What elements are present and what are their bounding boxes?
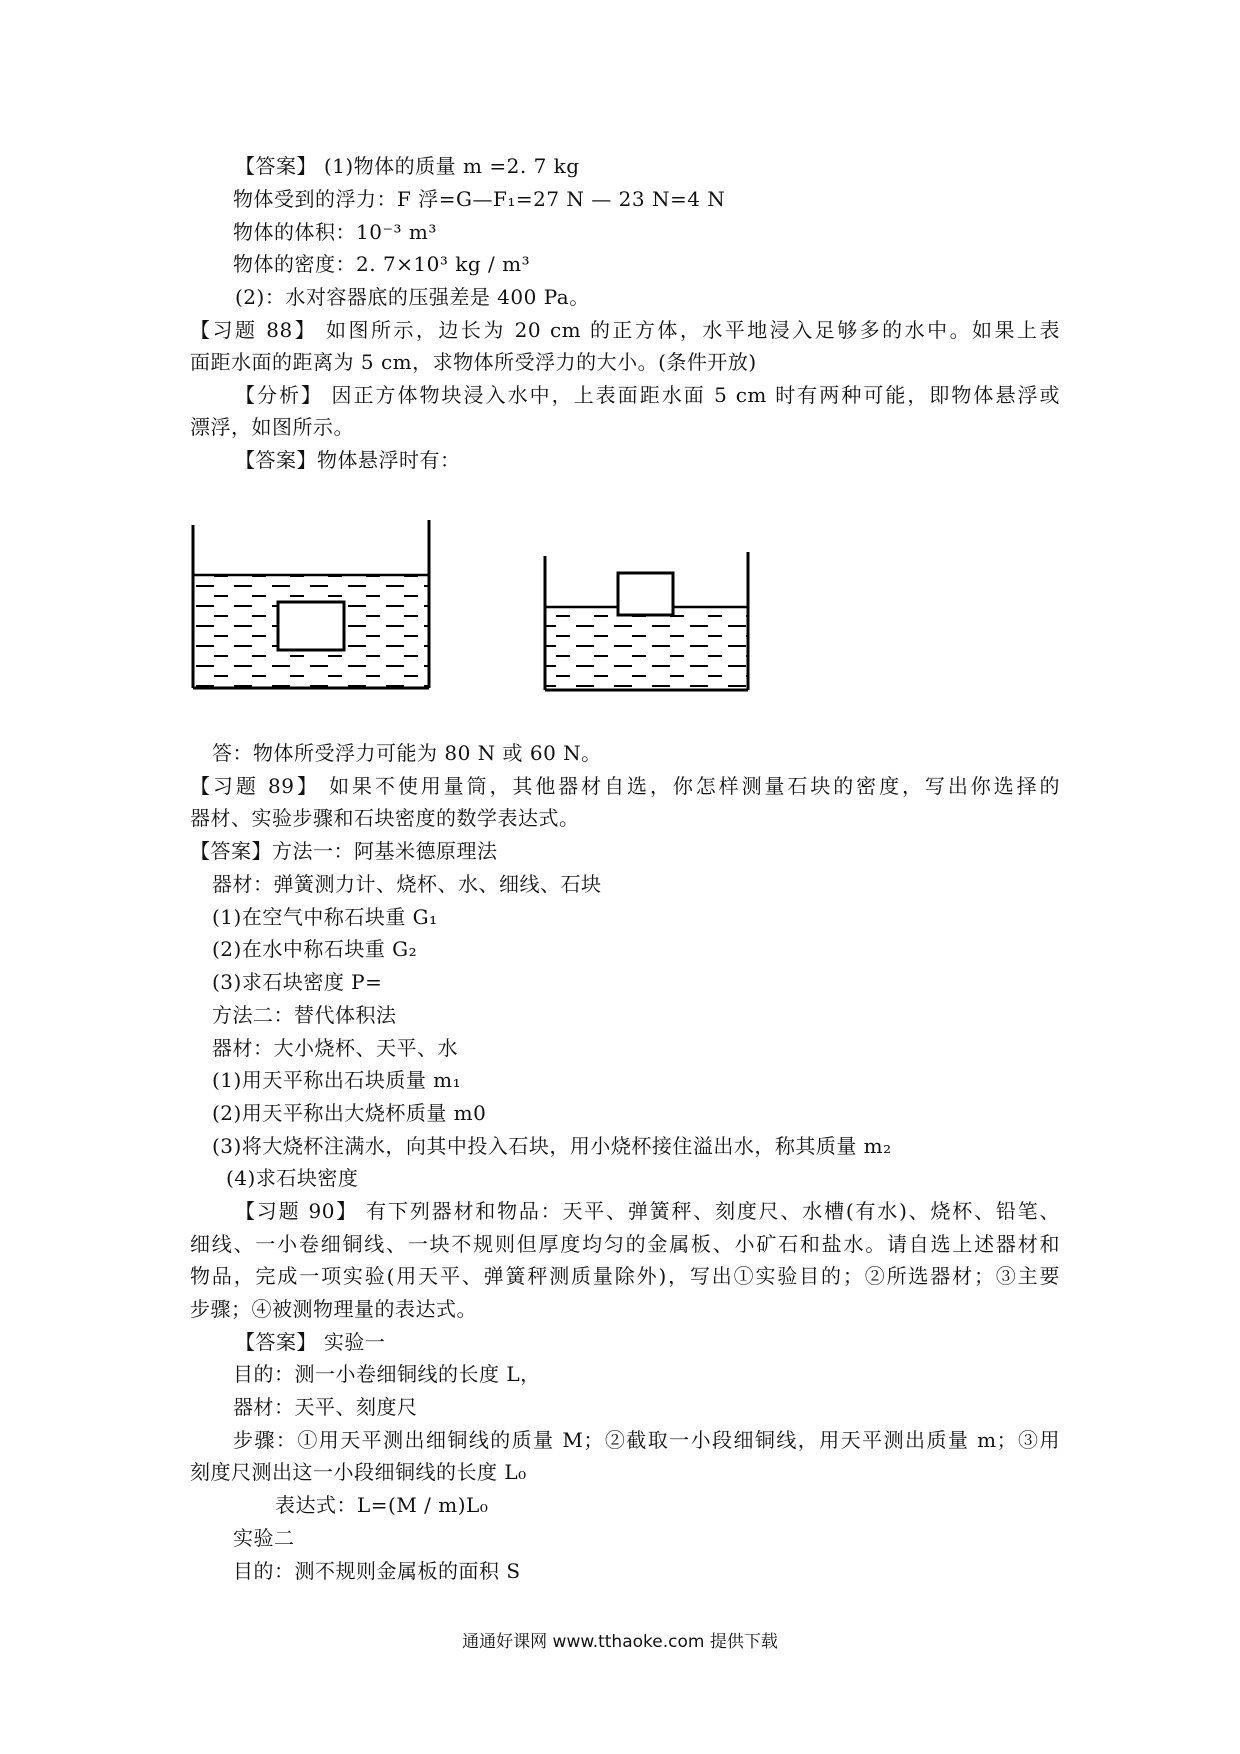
q88-line2: 面距水面的距离为 5 cm，求物体所受浮力的大小。(条件开放) [190,350,757,374]
method2-step1: (1)用天平称出石块质量 m₁ [212,1068,462,1092]
answer-volume: 物体的体积：10⁻³ m³ [233,220,437,244]
exp1-steps-line1: 步骤：①用天平测出细铜线的质量 M；②截取一小段细铜线，用天平测出质量 m；③用 [233,1428,1060,1452]
method2-equipment: 器材：大小烧杯、天平、水 [212,1036,458,1060]
answer-pressure: (2)：水对容器底的压强差是 400 Pa。 [235,285,590,309]
q90-line1: 【习题 90】 有下列器材和物品：天平、弹簧秤、刻度尺、水槽(有水)、烧杯、铅笔、 [235,1199,1060,1223]
exp1-equipment: 器材：天平、刻度尺 [233,1395,418,1419]
exp2-goal: 目的：测不规则金属板的面积 S [233,1559,521,1583]
method2-title: 方法二：替代体积法 [212,1003,397,1027]
q89-line2: 器材、实验步骤和石块密度的数学表达式。 [190,806,580,830]
exp1-goal: 目的：测一小卷细铜线的长度 L， [233,1362,541,1386]
method1-step2: (2)在水中称石块重 G₂ [212,937,418,961]
q90-line3: 物品，完成一项实验(用天平、弹簧秤测质量除外)，写出①实验目的；②所选器材；③主要 [190,1264,1060,1288]
method1-step1: (1)在空气中称石块重 G₁ [212,905,438,929]
analysis-line2: 漂浮，如图所示。 [190,415,354,439]
answer-mass: 【答案】 (1)物体的质量 m =2. 7 kg [235,154,580,178]
method1-equipment: 器材：弹簧测力计、烧杯、水、细线、石块 [212,872,602,896]
answer-density: 物体的密度：2. 7×10³ kg / m³ [233,252,531,276]
method2-step2: (2)用天平称出大烧杯质量 m0 [212,1101,487,1125]
container-floating-figure [545,552,748,690]
exp1-formula: 表达式：L=(M / m)L₀ [275,1493,489,1517]
analysis-line1: 【分析】 因正方体物块浸入水中，上表面距水面 5 cm 时有两种可能，即物体悬浮或 [235,383,1060,407]
method2-step4: (4)求石块密度 [226,1166,359,1190]
method2-step3: (3)将大烧杯注满水，向其中投入石块，用小烧杯接住溢出水，称其质量 m₂ [212,1134,892,1158]
method1-title: 【答案】方法一：阿基米德原理法 [190,839,498,863]
answer-suspend: 【答案】物体悬浮时有： [235,448,461,472]
suspended-cube [278,602,344,650]
floating-cube [618,573,673,615]
exp2-title: 实验二 [233,1526,295,1550]
method1-step3: (3)求石块密度 P= [212,970,383,994]
exp1-title: 【答案】 实验一 [235,1330,386,1354]
container-suspended-figure [193,520,429,688]
q90-line4: 步骤；④被测物理量的表达式。 [190,1297,477,1321]
q90-line2: 细线、一小卷细铜线、一块不规则但厚度均匀的金属板、小矿石和盐水。请自选上述器材和 [190,1232,1060,1256]
answer-buoyancy-result: 答：物体所受浮力可能为 80 N 或 60 N。 [212,741,602,765]
answer-buoyancy: 物体受到的浮力：F 浮=G—F₁=27 N — 23 N=4 N [233,187,726,211]
page-footer: 通通好课网 www.tthaoke.com 提供下载 [462,1632,778,1652]
q88-line1: 【习题 88】 如图所示，边长为 20 cm 的正方体，水平地浸入足够多的水中。如果上表 [190,318,1060,342]
q89-line1: 【习题 89】 如果不使用量筒，其他器材自选，你怎样测量石块的密度，写出你选择的 [190,774,1060,798]
exp1-steps-line2: 刻度尺测出这一小段细铜线的长度 L₀ [190,1460,527,1484]
